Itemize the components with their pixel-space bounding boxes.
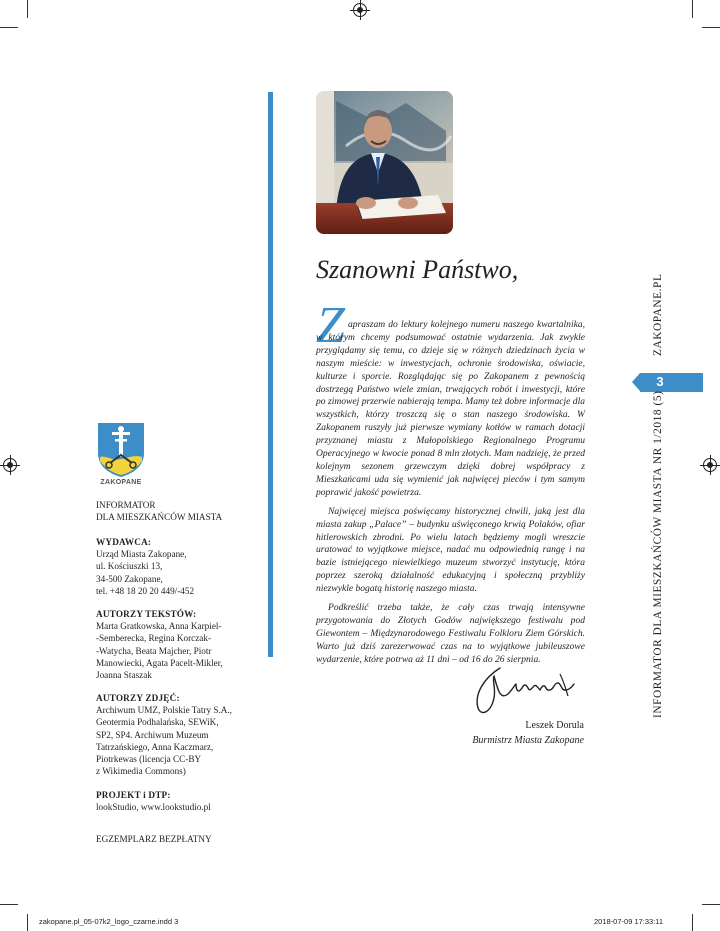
registration-mark [3,458,17,472]
dtp-line: lookStudio, www.lookstudio.pl [96,802,211,813]
crop-mark [702,27,720,28]
authors-line: -Semberecka, Regina Korczak- [96,633,212,644]
slug-filename: zakopane.pl_05-07k2_logo_czarne.indd 3 [39,917,179,926]
crop-mark [0,904,18,905]
page-number: 3 [656,374,664,389]
letter-paragraph [316,602,585,667]
crop-mark [692,0,693,18]
publisher-heading: WYDAWCA: [96,537,152,547]
letter-paragraph [316,506,585,596]
authors-line: -Watycha, Beata Majcher, Piotr [96,645,212,656]
signer-name: Leszek Dorula [525,720,584,731]
paragraph-text: Podkreślić trzeba także, że cały czas trwają intensywne przygotowania do Złotych Godów największego festiwalu pod Giewontem – Międzynarodowego Festiwalu Folkloru Ziem Górskich. Warto już dziś zarezerwować czas na to wyjątkowe jubileuszowe wydarzenie, które potrwa aż 11 dni – od 16 do 26 sierpnia. [316,602,585,665]
vertical-publication-title: INFORMATOR DLA MIESZKAŃCÓW MIASTA NR 1/2018 (5) [652,390,664,718]
crop-mark [0,27,18,28]
signer-role: Burmistrz Miasta Zakopane [472,735,584,746]
drop-cap: Z [316,297,345,354]
authors-line: Joanna Staszak [96,670,152,681]
photos-line: Geotermia Podhalańska, SEWiK, [96,717,219,728]
dtp-block [96,789,276,813]
authors-block [96,608,276,681]
intro-line: INFORMATOR [96,500,156,510]
free-copy-note: EGZEMPLARZ BEZPŁATNY [96,834,212,844]
photos-line: Tatrzańskiego, Anna Kaczmarz, [96,741,214,752]
authors-heading: AUTORZY TEKSTÓW: [96,609,197,619]
handwritten-signature [470,660,582,720]
registration-mark [353,3,367,17]
publisher-line: tel. +48 18 20 20 449/-452 [96,585,195,596]
photos-block [96,692,276,777]
letter-body [316,319,585,673]
authors-line: Manowiecki, Agata Pacelt-Mikler, [96,657,223,668]
crest-label: ZAKOPANE [100,479,142,486]
intro-line: DLA MIESZKAŃCÓW MIASTA [96,512,223,523]
letter-paragraph [316,319,585,500]
vertical-website: ZAKOPANE.PL [652,273,664,356]
paragraph-text: Najwięcej miejsca poświęcamy historycznej chwili, jaką jest dla miasta zakup „Palace” – budynku uświęconego krwią Polaków, ofiar hitlerowskich zbrodni. Po wielu latach będziemy mogli wreszcie uratować to wyjątkowe miejsce, nadać mu odpowiednią rangę i na bazie istniejącego niewielkiego muzeum stworzyć instytucję, która poprzez szeroką działalność edukacyjną i społeczną przybliży niezwykle bogatą historię naszego miasta. [316,505,585,595]
crop-mark [702,904,720,905]
dtp-heading: PROJEKT i DTP: [96,790,171,800]
authors-line: Marta Gratkowska, Anna Karpiel- [96,621,222,632]
publisher-line: ul. Kościuszki 13, [96,561,163,572]
page-number-tab [640,373,703,392]
photos-line: SP2, SP4. Archiwum Muzeum [96,729,209,740]
crop-mark [692,914,693,931]
crop-mark [27,0,28,18]
registration-mark [703,458,717,472]
publisher-block [96,536,276,597]
paragraph-text: apraszam do lektury kolejnego numeru naszego kwartalnika, w którym chcemy podsumować ostatnie wydarzenia. Jak zwykle przyglądamy się temu, co dzieje się w różnych dziedzinach życia w naszym mieście: w inwestycjach, ochronie środowiska, oświacie, kulturze i sporcie. Rozglądając się po Zakopanem z pewnością dostrzegą Państwo wiele zmian, trwających robót i inwestycji, które po zimowej przerwie nabierają tempa. Mamy też dobre informacje dla wszystkich, którzy troszczą się o stan naszego środowiska. W Zakopanem ruszyły już pierwsze wymiany kotłów w ramach dotacji przyznanej miastu z Małopolskiego Regionalnego Programu Operacyjnego w kwocie ponad 8 mln złotych. Mam nadzieję, że przed kolejnym sezonem grzewczym dzięki dobrej współpracy z Mieszkańcami uda się wymienić jak najwięcej pieców i tym samym poprawić jakość powietrza. [316,319,585,498]
photos-line: Archiwum UMZ, Polskie Tatry S.A., [96,705,232,716]
photos-heading: AUTORZY ZDJĘĆ: [96,693,180,703]
mayor-portrait-photo [316,91,453,234]
photos-line: Piotrkewas (licencja CC-BY [96,754,202,765]
slug-timestamp: 2018-07-09 17:33:11 [594,917,664,926]
crop-mark [27,914,28,931]
letter-greeting: Szanowni Państwo, [316,255,519,284]
publication-intro [96,499,276,523]
accent-bar [268,92,273,657]
zakopane-crest-icon [96,421,146,478]
publisher-line: 34-500 Zakopane, [96,573,163,584]
photos-line: z Wikimedia Commons) [96,766,186,777]
publisher-line: Urząd Miasta Zakopane, [96,549,187,560]
